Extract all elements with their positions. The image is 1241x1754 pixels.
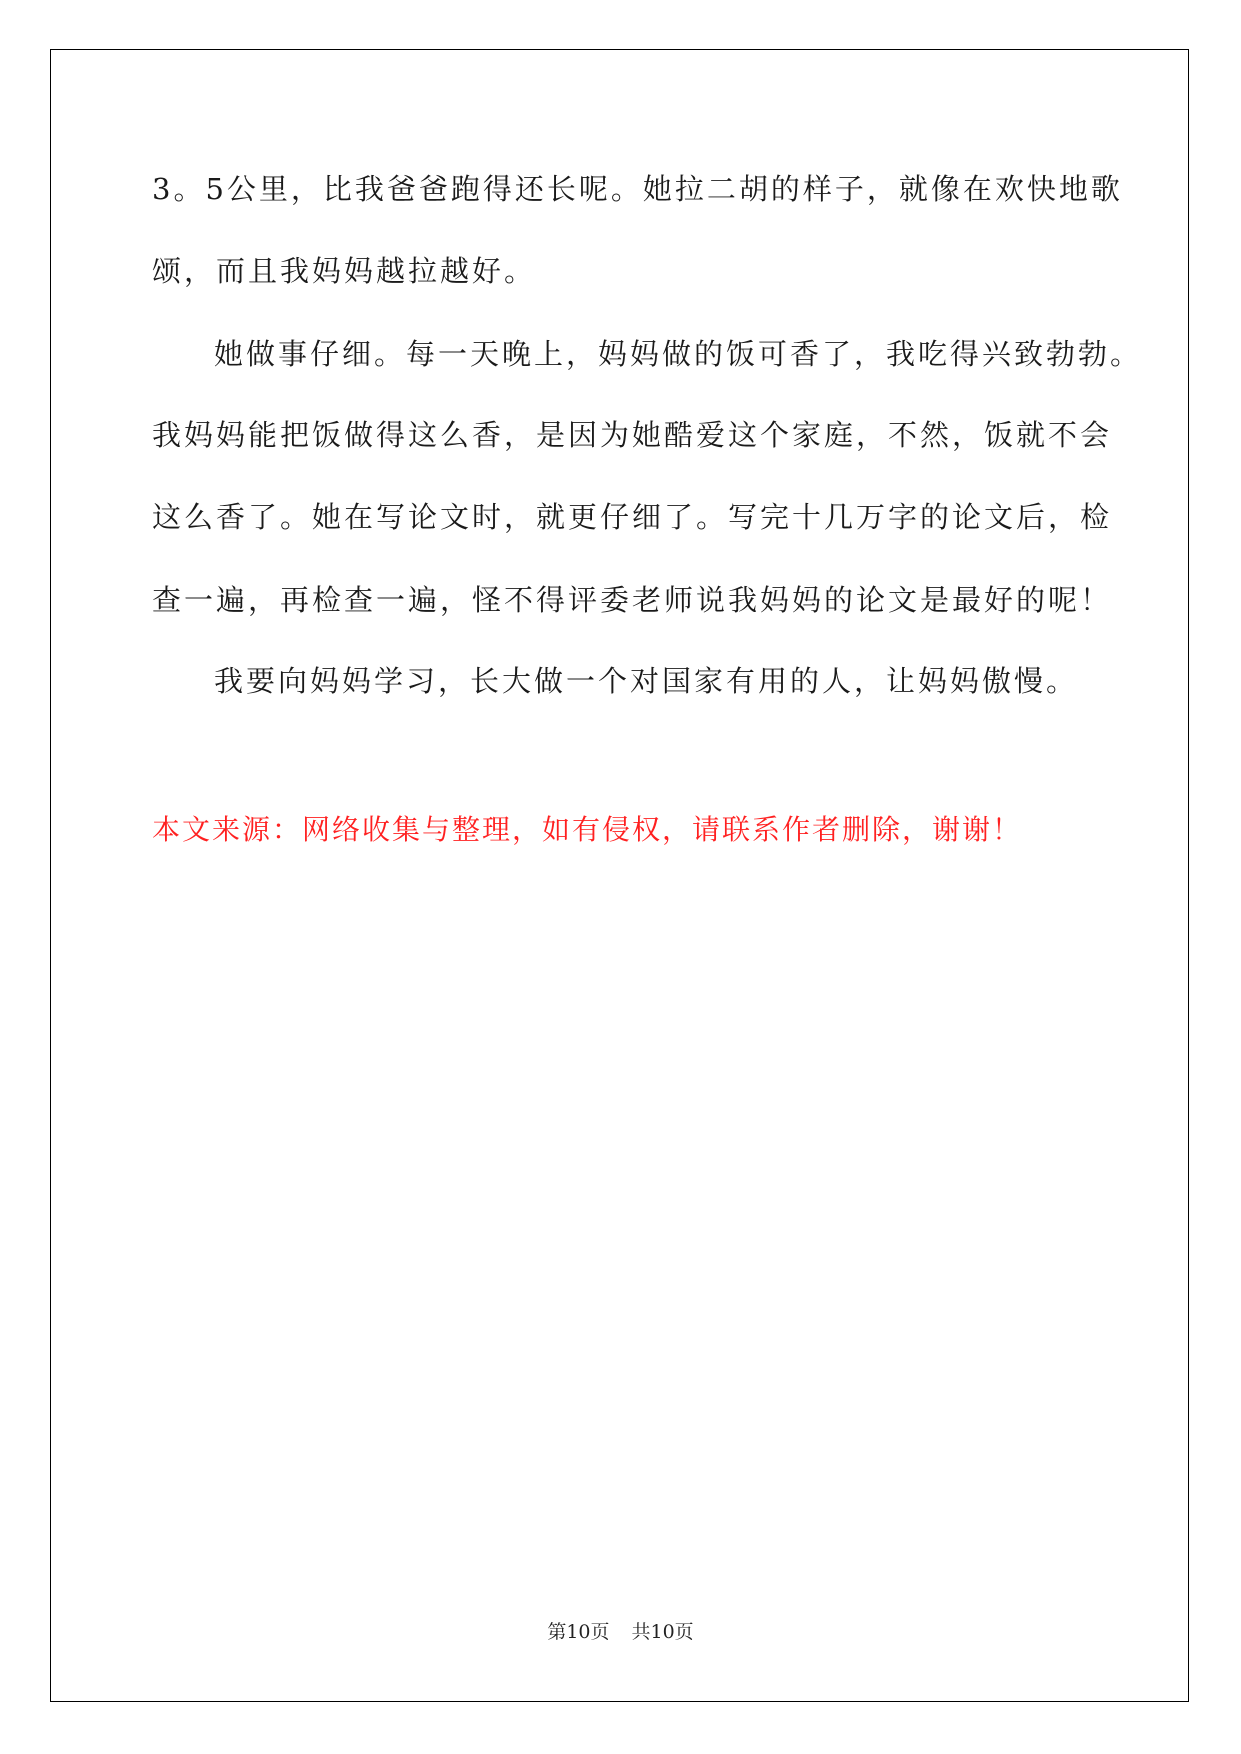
body-line-7: 我要向妈妈学习，长大做一个对国家有用的人，让妈妈傲慢。	[214, 664, 1079, 698]
source-note: 本文来源：网络收集与整理，如有侵权，请联系作者删除，谢谢！	[152, 813, 1023, 846]
body-line-6: 查一遍，再检查一遍，怪不得评委老师说我妈妈的论文是最好的呢！	[152, 583, 1113, 617]
page-footer	[0, 1620, 1241, 1644]
body-line-2: 颂，而且我妈妈越拉越好。	[152, 254, 537, 288]
page-total: 共10页	[631, 1621, 694, 1643]
body-line-1: 3。5公里，比我爸爸跑得还长呢。她拉二胡的样子，就像在欢快地歌	[152, 172, 1123, 206]
page-number: 第10页	[547, 1621, 610, 1643]
body-line-4: 我妈妈能把饭做得这么香，是因为她酷爱这个家庭，不然，饭就不会	[152, 418, 1113, 452]
body-line-3: 她做事仔细。每一天晚上，妈妈做的饭可香了，我吃得兴致勃勃。	[214, 337, 1143, 371]
page-border	[50, 49, 1189, 1702]
body-line-5: 这么香了。她在写论文时，就更仔细了。写完十几万字的论文后，检	[152, 500, 1113, 534]
